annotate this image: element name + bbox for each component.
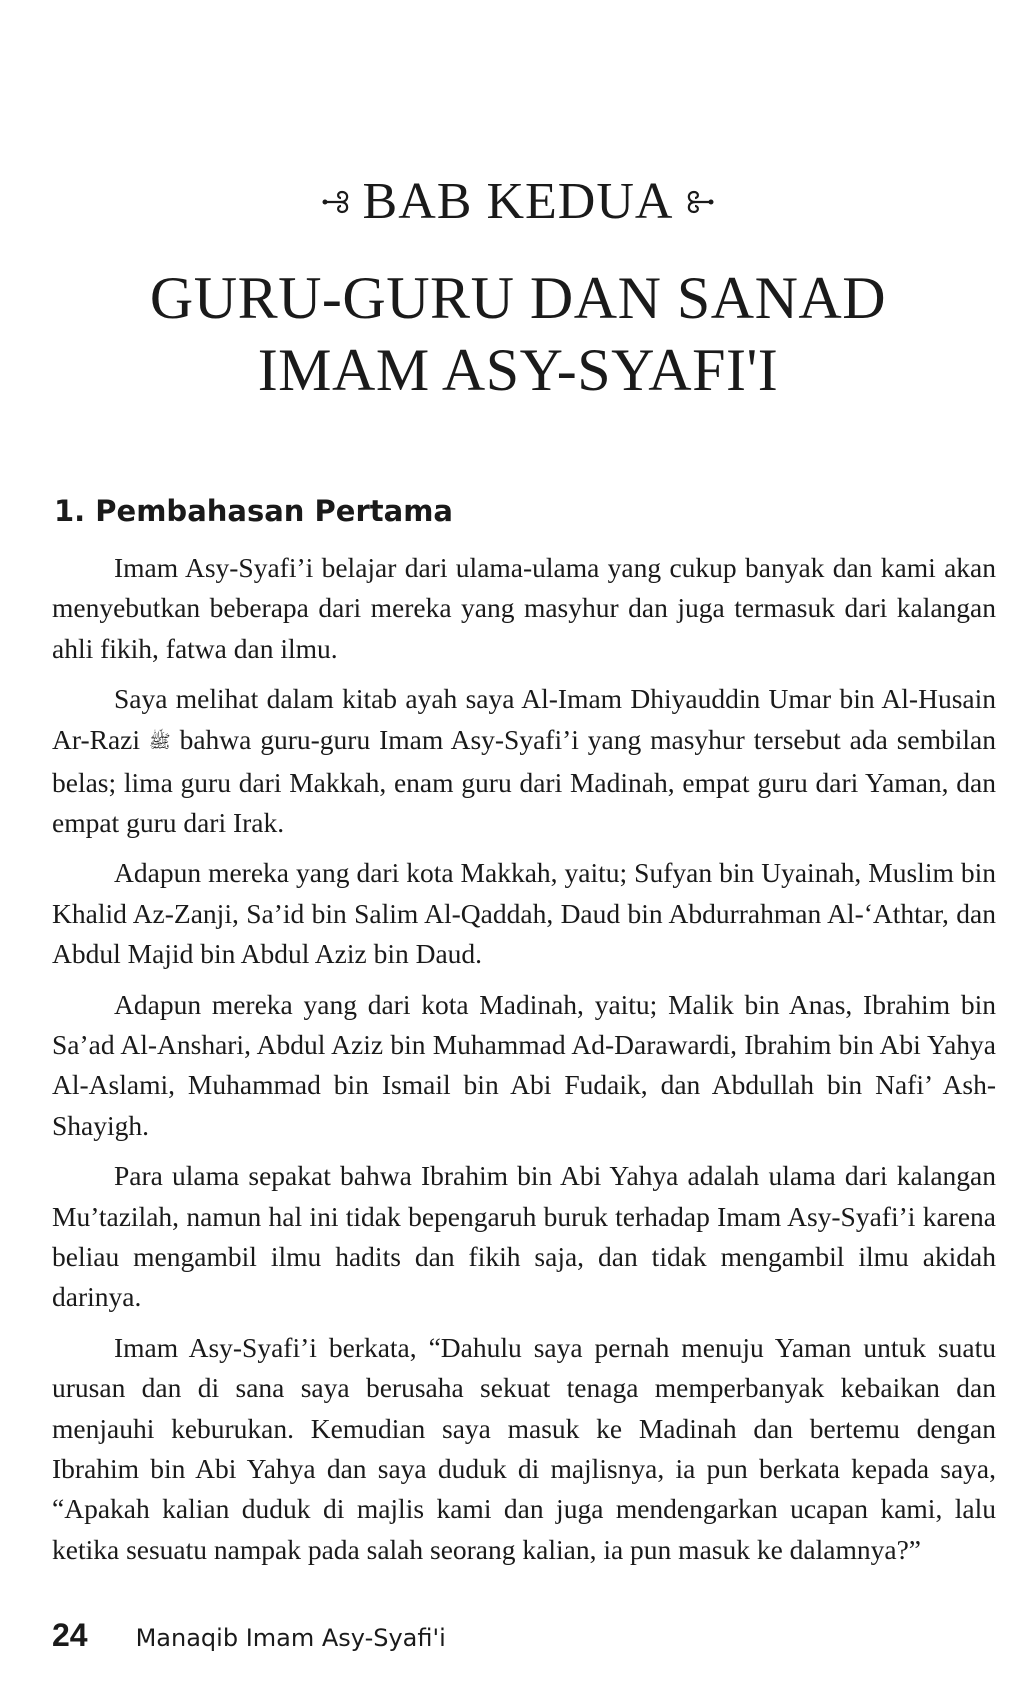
scroll-ornament-icon (319, 185, 353, 219)
section-heading: 1. Pembahasan Pertama (54, 494, 453, 528)
page-number: 24 (52, 1617, 88, 1653)
chapter-label-row (319, 172, 718, 232)
paragraph: Para ulama sepakat bahwa Ibrahim bin Abi Yahya adalah ulama dari kalangan Mu’tazilah, namun hal ini tidak bepengaruh buruk terhadap Imam Asy-Syafi’i karena beliau mengambil ilmu hadits dan fikih saja, dan tidak mengambil ilmu akidah darinya. (52, 1160, 996, 1313)
chapter-title-line: IMAM ASY-SYAFI'I (257, 337, 779, 403)
running-title: Manaqib Imam Asy-Syafi'i (135, 1624, 446, 1652)
scroll-ornament-icon (683, 185, 717, 219)
chapter-label: BAB KEDUA (362, 173, 674, 230)
honorific-symbol: ﷺ (148, 731, 171, 753)
paragraph-text: bahwa guru-guru Imam Asy-Syafi’i yang masyhur tersebut ada sembilan belas; lima guru dari Makkah, enam guru dari Madinah, empat guru dari Yaman, dan empat guru dari Irak. (52, 723, 996, 838)
chapter-title (0, 262, 1036, 406)
paragraph (52, 679, 996, 843)
paragraph: Imam Asy-Syafi’i belajar dari ulama-ulama yang cukup banyak dan kami akan menyebutkan beberapa dari mereka yang masyhur dan juga termasuk dari kalangan ahli fikih, fatwa dan ilmu. (52, 552, 996, 664)
paragraph: Adapun mereka yang dari kota Makkah, yaitu; Sufyan bin Uyainah, Muslim bin Khalid Az-Zanji, Sa’id bin Salim Al-Qaddah, Daud bin Abdurrahman Al-‘Athtar, dan Abdul Majid bin Abdul Aziz bin Daud. (52, 857, 996, 970)
paragraph: Adapun mereka yang dari kota Madinah, yaitu; Malik bin Anas, Ibrahim bin Sa’ad Al-Anshari, Abdul Aziz bin Muhammad Ad-Darawardi, Ibrahim bin Abi Yahya Al-Aslami, Muhammad bin Ismail bin Abi Fudaik, dan Abdullah bin Nafi’ Ash-Shayigh. (52, 988, 996, 1141)
chapter-header (0, 172, 1036, 406)
body-text (52, 548, 996, 1580)
paragraph-text: Saya melihat dalam kitab ayah saya Al-Imam Dhiyauddin Umar bin Al-Husain Ar-Razi (52, 683, 996, 755)
page-footer (52, 1617, 446, 1654)
paragraph: Imam Asy-Syafi’i berkata, “Dahulu saya pernah menuju Yaman untuk suatu urusan dan di sana saya berusaha sekuat tenaga memperbanyak kebaikan dan menjauhi keburukan. Kemudian saya masuk ke Madinah dan bertemu dengan Ibrahim bin Abi Yahya dan saya duduk di majlisnya, ia pun berkata kepada saya, “Apakah kalian duduk di majlis kami dan juga mendengarkan ucapan kami, lalu ketika sesuatu nampak pada salah seorang kalian, ia pun masuk ke dalamnya?” (52, 1331, 996, 1565)
chapter-title-line: GURU-GURU DAN SANAD (149, 265, 887, 331)
